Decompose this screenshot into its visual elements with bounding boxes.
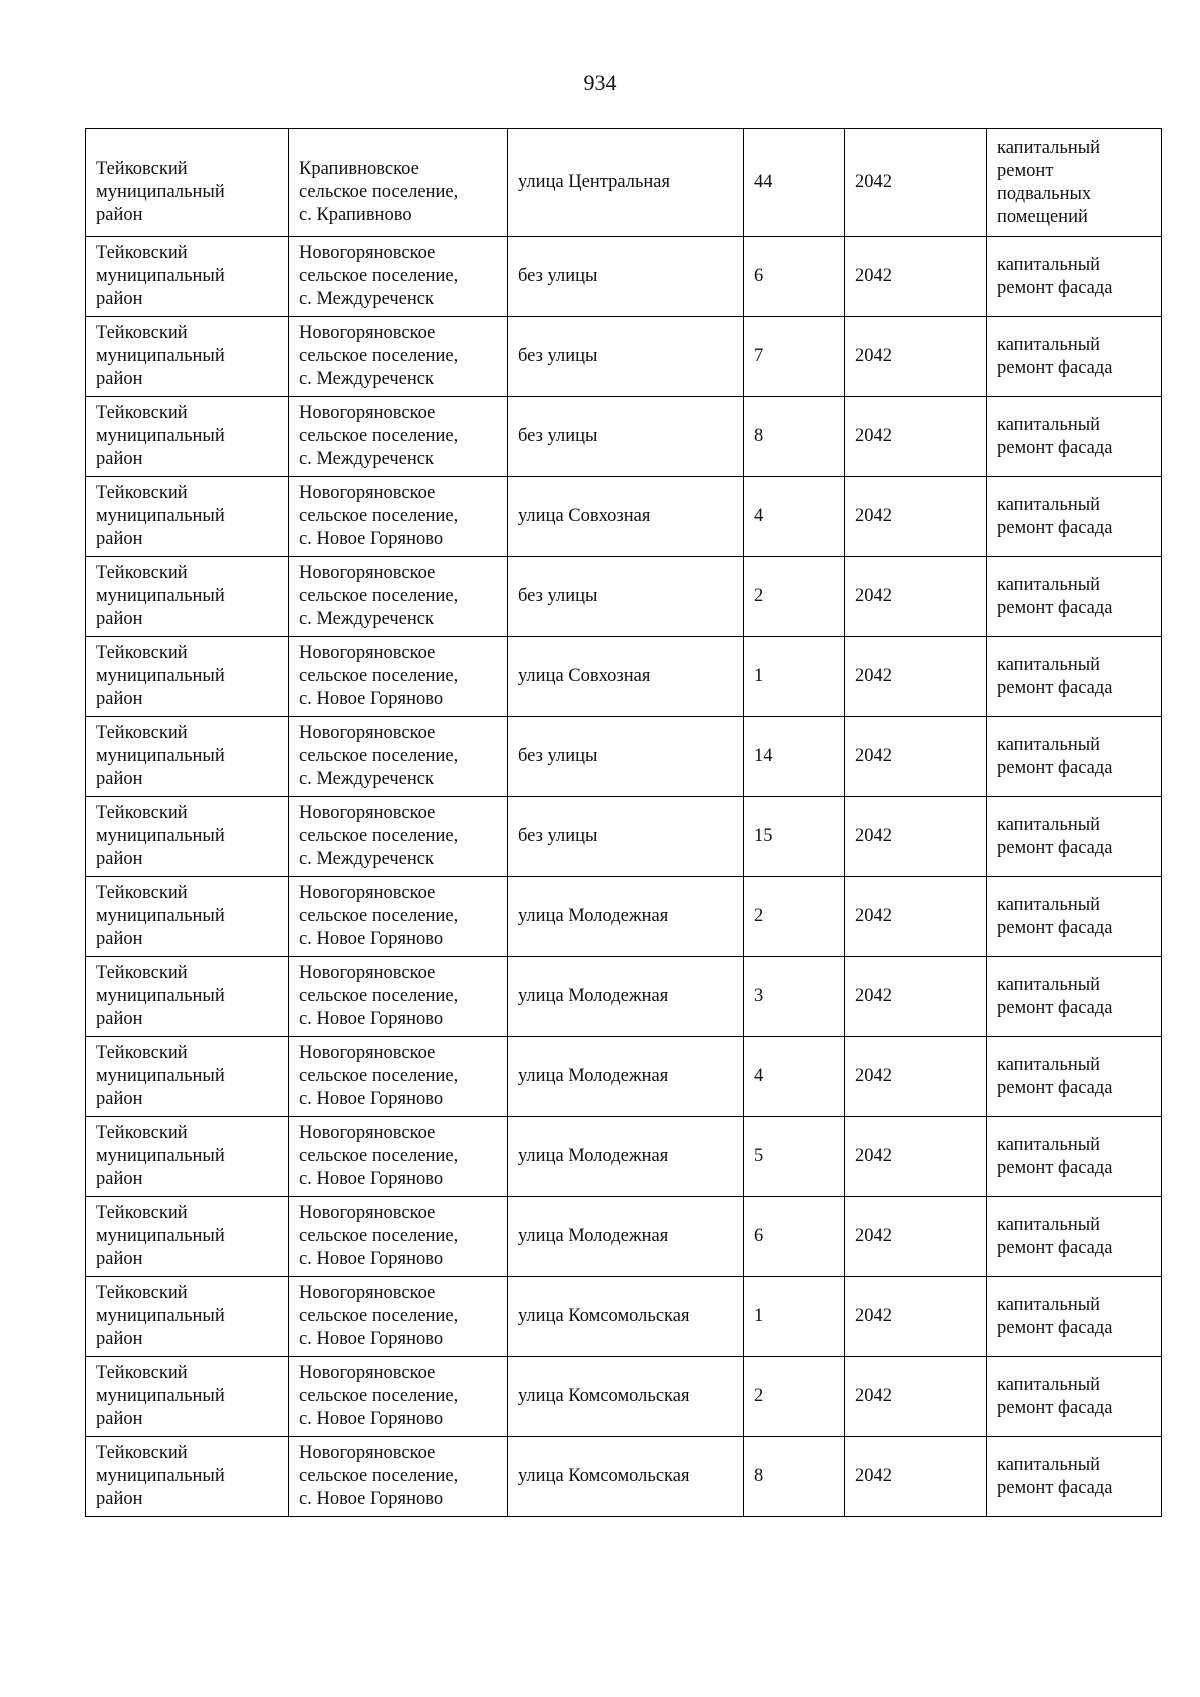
table-row xyxy=(86,397,1162,477)
street-cell xyxy=(508,237,744,317)
house-number-cell xyxy=(744,637,845,717)
street-text: улица Молодежная xyxy=(518,1066,669,1086)
house-number-cell xyxy=(744,1437,845,1517)
work-type-cell xyxy=(987,1197,1162,1277)
district-cell xyxy=(86,797,289,877)
house-number-text: 6 xyxy=(754,1226,764,1246)
settlement-cell xyxy=(289,1197,508,1277)
year-cell xyxy=(845,129,987,237)
work-type-text: капитальный ремонт подвальных помещений xyxy=(997,137,1101,227)
settlement-cell xyxy=(289,477,508,557)
year-cell xyxy=(845,1117,987,1197)
year-text: 2042 xyxy=(855,746,892,766)
year-text: 2042 xyxy=(855,1066,892,1086)
house-number-cell xyxy=(744,129,845,237)
street-cell xyxy=(508,557,744,637)
district-text: Тейковский муниципальный район xyxy=(96,243,225,309)
house-number-cell xyxy=(744,477,845,557)
street-cell xyxy=(508,1277,744,1357)
work-type-text: капитальный ремонт фасада xyxy=(997,1054,1113,1098)
year-text: 2042 xyxy=(855,1386,892,1406)
street-cell xyxy=(508,717,744,797)
settlement-cell xyxy=(289,317,508,397)
settlement-cell xyxy=(289,1117,508,1197)
settlement-text: Новогоряновское сельское поселение, с. Новое Горяново xyxy=(299,883,459,949)
settlement-text: Новогоряновское сельское поселение, с. Междуреченск xyxy=(299,563,459,629)
year-text: 2042 xyxy=(855,1466,892,1486)
street-cell xyxy=(508,1037,744,1117)
year-text: 2042 xyxy=(855,586,892,606)
work-type-cell xyxy=(987,557,1162,637)
house-number-text: 8 xyxy=(754,1466,764,1486)
district-cell xyxy=(86,1357,289,1437)
district-cell xyxy=(86,129,289,237)
settlement-cell xyxy=(289,1357,508,1437)
district-text: Тейковский муниципальный район xyxy=(96,963,225,1029)
settlement-text: Новогоряновское сельское поселение, с. Новое Горяново xyxy=(299,483,459,549)
table-row xyxy=(86,717,1162,797)
table-row xyxy=(86,317,1162,397)
work-type-cell xyxy=(987,1277,1162,1357)
settlement-text: Новогоряновское сельское поселение, с. Новое Горяново xyxy=(299,1363,459,1429)
street-cell xyxy=(508,797,744,877)
street-cell xyxy=(508,129,744,237)
work-type-text: капитальный ремонт фасада xyxy=(997,814,1113,858)
table-row xyxy=(86,1117,1162,1197)
year-text: 2042 xyxy=(855,1146,892,1166)
year-cell xyxy=(845,957,987,1037)
work-type-cell xyxy=(987,797,1162,877)
table-row xyxy=(86,477,1162,557)
year-text: 2042 xyxy=(855,172,892,192)
table-row xyxy=(86,1357,1162,1437)
street-cell xyxy=(508,397,744,477)
settlement-text: Новогоряновское сельское поселение, с. Междуреченск xyxy=(299,723,459,789)
house-number-cell xyxy=(744,877,845,957)
district-text: Тейковский муниципальный район xyxy=(96,803,225,869)
settlement-cell xyxy=(289,129,508,237)
table-row xyxy=(86,877,1162,957)
house-number-text: 44 xyxy=(754,172,773,192)
page-number: 934 xyxy=(583,70,617,95)
work-type-cell xyxy=(987,397,1162,477)
district-text: Тейковский муниципальный район xyxy=(96,563,225,629)
house-number-cell xyxy=(744,237,845,317)
year-cell xyxy=(845,1037,987,1117)
settlement-cell xyxy=(289,957,508,1037)
street-text: улица Молодежная xyxy=(518,1226,669,1246)
street-cell xyxy=(508,1357,744,1437)
street-cell xyxy=(508,477,744,557)
year-text: 2042 xyxy=(855,426,892,446)
year-cell xyxy=(845,877,987,957)
street-cell xyxy=(508,1197,744,1277)
house-number-text: 4 xyxy=(754,506,764,526)
district-text: Тейковский муниципальный район xyxy=(96,159,225,225)
district-text: Тейковский муниципальный район xyxy=(96,1443,225,1509)
work-type-text: капитальный ремонт фасада xyxy=(997,894,1113,938)
table-row xyxy=(86,1437,1162,1517)
district-text: Тейковский муниципальный район xyxy=(96,1203,225,1269)
street-text: улица Комсомольская xyxy=(518,1466,690,1486)
street-cell xyxy=(508,637,744,717)
table-body xyxy=(86,129,1162,1517)
settlement-cell xyxy=(289,557,508,637)
year-cell xyxy=(845,1277,987,1357)
house-number-text: 1 xyxy=(754,666,764,686)
settlement-cell xyxy=(289,797,508,877)
street-text: улица Комсомольская xyxy=(518,1386,690,1406)
work-type-text: капитальный ремонт фасада xyxy=(997,1134,1113,1178)
district-text: Тейковский муниципальный район xyxy=(96,1123,225,1189)
work-type-cell xyxy=(987,1437,1162,1517)
house-number-text: 2 xyxy=(754,906,764,926)
work-type-text: капитальный ремонт фасада xyxy=(997,574,1113,618)
work-type-cell xyxy=(987,637,1162,717)
settlement-text: Новогоряновское сельское поселение, с. Новое Горяново xyxy=(299,1123,459,1189)
house-number-cell xyxy=(744,1277,845,1357)
district-text: Тейковский муниципальный район xyxy=(96,403,225,469)
house-number-cell xyxy=(744,1037,845,1117)
street-text: улица Совхозная xyxy=(518,666,651,686)
house-number-text: 15 xyxy=(754,826,773,846)
house-number-text: 1 xyxy=(754,1306,764,1326)
house-number-text: 6 xyxy=(754,266,764,286)
street-cell xyxy=(508,1437,744,1517)
settlement-text: Новогоряновское сельское поселение, с. Новое Горяново xyxy=(299,963,459,1029)
street-text: улица Комсомольская xyxy=(518,1306,690,1326)
year-cell xyxy=(845,1437,987,1517)
work-type-cell xyxy=(987,1117,1162,1197)
house-number-text: 2 xyxy=(754,1386,764,1406)
year-text: 2042 xyxy=(855,826,892,846)
district-cell xyxy=(86,317,289,397)
district-text: Тейковский муниципальный район xyxy=(96,1283,225,1349)
work-type-cell xyxy=(987,129,1162,237)
settlement-text: Новогоряновское сельское поселение, с. Междуреченск xyxy=(299,403,459,469)
settlement-cell xyxy=(289,1037,508,1117)
district-text: Тейковский муниципальный район xyxy=(96,483,225,549)
district-text: Тейковский муниципальный район xyxy=(96,323,225,389)
street-text: без улицы xyxy=(518,346,598,366)
settlement-text: Новогоряновское сельское поселение, с. Новое Горяново xyxy=(299,1043,459,1109)
street-text: без улицы xyxy=(518,266,598,286)
street-cell xyxy=(508,317,744,397)
settlement-cell xyxy=(289,1277,508,1357)
settlement-cell xyxy=(289,637,508,717)
year-cell xyxy=(845,797,987,877)
house-number-text: 5 xyxy=(754,1146,764,1166)
district-text: Тейковский муниципальный район xyxy=(96,723,225,789)
year-text: 2042 xyxy=(855,666,892,686)
year-text: 2042 xyxy=(855,346,892,366)
district-cell xyxy=(86,1277,289,1357)
work-type-text: капитальный ремонт фасада xyxy=(997,654,1113,698)
settlement-text: Новогоряновское сельское поселение, с. Новое Горяново xyxy=(299,1283,459,1349)
house-number-cell xyxy=(744,397,845,477)
house-number-cell xyxy=(744,317,845,397)
work-type-text: капитальный ремонт фасада xyxy=(997,1374,1113,1418)
settlement-cell xyxy=(289,1437,508,1517)
year-text: 2042 xyxy=(855,986,892,1006)
district-text: Тейковский муниципальный район xyxy=(96,1043,225,1109)
house-number-text: 7 xyxy=(754,346,764,366)
house-number-cell xyxy=(744,717,845,797)
work-type-text: капитальный ремонт фасада xyxy=(997,1214,1113,1258)
work-type-text: капитальный ремонт фасада xyxy=(997,334,1113,378)
district-cell xyxy=(86,237,289,317)
house-number-text: 8 xyxy=(754,426,764,446)
work-type-text: капитальный ремонт фасада xyxy=(997,1454,1113,1498)
year-text: 2042 xyxy=(855,266,892,286)
settlement-text: Новогоряновское сельское поселение, с. Междуреченск xyxy=(299,243,459,309)
settlement-text: Крапивновское сельское поселение, с. Крапивново xyxy=(299,159,459,225)
settlement-text: Новогоряновское сельское поселение, с. Новое Горяново xyxy=(299,643,459,709)
street-text: улица Молодежная xyxy=(518,986,669,1006)
work-type-text: капитальный ремонт фасада xyxy=(997,734,1113,778)
settlement-cell xyxy=(289,717,508,797)
year-cell xyxy=(845,477,987,557)
settlement-text: Новогоряновское сельское поселение, с. Новое Горяново xyxy=(299,1443,459,1509)
street-cell xyxy=(508,877,744,957)
year-cell xyxy=(845,397,987,477)
street-text: улица Молодежная xyxy=(518,906,669,926)
settlement-text: Новогоряновское сельское поселение, с. Междуреченск xyxy=(299,803,459,869)
district-text: Тейковский муниципальный район xyxy=(96,643,225,709)
street-text: без улицы xyxy=(518,746,598,766)
street-text: без улицы xyxy=(518,426,598,446)
house-number-cell xyxy=(744,1357,845,1437)
year-text: 2042 xyxy=(855,1306,892,1326)
district-cell xyxy=(86,1037,289,1117)
house-number-cell xyxy=(744,797,845,877)
district-text: Тейковский муниципальный район xyxy=(96,1363,225,1429)
street-text: без улицы xyxy=(518,826,598,846)
table-row xyxy=(86,237,1162,317)
year-cell xyxy=(845,237,987,317)
work-type-cell xyxy=(987,477,1162,557)
street-cell xyxy=(508,1117,744,1197)
house-number-cell xyxy=(744,1117,845,1197)
table-row xyxy=(86,129,1162,237)
year-text: 2042 xyxy=(855,906,892,926)
house-number-cell xyxy=(744,1197,845,1277)
work-type-text: капитальный ремонт фасада xyxy=(997,1294,1113,1338)
table-row xyxy=(86,957,1162,1037)
settlement-text: Новогоряновское сельское поселение, с. Междуреченск xyxy=(299,323,459,389)
year-cell xyxy=(845,1197,987,1277)
district-cell xyxy=(86,557,289,637)
work-type-cell xyxy=(987,1357,1162,1437)
work-type-cell xyxy=(987,957,1162,1037)
table-row xyxy=(86,637,1162,717)
table-row xyxy=(86,1277,1162,1357)
house-number-cell xyxy=(744,557,845,637)
year-cell xyxy=(845,717,987,797)
year-text: 2042 xyxy=(855,506,892,526)
district-cell xyxy=(86,1117,289,1197)
house-number-text: 2 xyxy=(754,586,764,606)
settlement-cell xyxy=(289,237,508,317)
district-cell xyxy=(86,477,289,557)
year-cell xyxy=(845,557,987,637)
district-cell xyxy=(86,877,289,957)
table-row xyxy=(86,557,1162,637)
street-text: улица Совхозная xyxy=(518,506,651,526)
settlement-cell xyxy=(289,397,508,477)
year-text: 2042 xyxy=(855,1226,892,1246)
house-number-text: 14 xyxy=(754,746,773,766)
work-type-cell xyxy=(987,1037,1162,1117)
work-type-cell xyxy=(987,237,1162,317)
house-number-cell xyxy=(744,957,845,1037)
house-number-text: 4 xyxy=(754,1066,764,1086)
work-type-cell xyxy=(987,317,1162,397)
table-row xyxy=(86,1197,1162,1277)
street-text: без улицы xyxy=(518,586,598,606)
district-cell xyxy=(86,957,289,1037)
settlement-cell xyxy=(289,877,508,957)
street-cell xyxy=(508,957,744,1037)
district-cell xyxy=(86,1437,289,1517)
house-number-text: 3 xyxy=(754,986,764,1006)
work-type-text: капитальный ремонт фасада xyxy=(997,414,1113,458)
year-cell xyxy=(845,317,987,397)
table-row xyxy=(86,1037,1162,1117)
work-type-text: капитальный ремонт фасада xyxy=(997,254,1113,298)
street-text: улица Молодежная xyxy=(518,1146,669,1166)
repair-schedule-table xyxy=(85,128,1162,1517)
work-type-cell xyxy=(987,877,1162,957)
district-cell xyxy=(86,1197,289,1277)
district-cell xyxy=(86,397,289,477)
work-type-text: капитальный ремонт фасада xyxy=(997,974,1113,1018)
work-type-cell xyxy=(987,717,1162,797)
year-cell xyxy=(845,637,987,717)
work-type-text: капитальный ремонт фасада xyxy=(997,494,1113,538)
district-cell xyxy=(86,637,289,717)
street-text: улица Центральная xyxy=(518,172,671,192)
year-cell xyxy=(845,1357,987,1437)
district-cell xyxy=(86,717,289,797)
table-row xyxy=(86,797,1162,877)
district-text: Тейковский муниципальный район xyxy=(96,883,225,949)
settlement-text: Новогоряновское сельское поселение, с. Новое Горяново xyxy=(299,1203,459,1269)
